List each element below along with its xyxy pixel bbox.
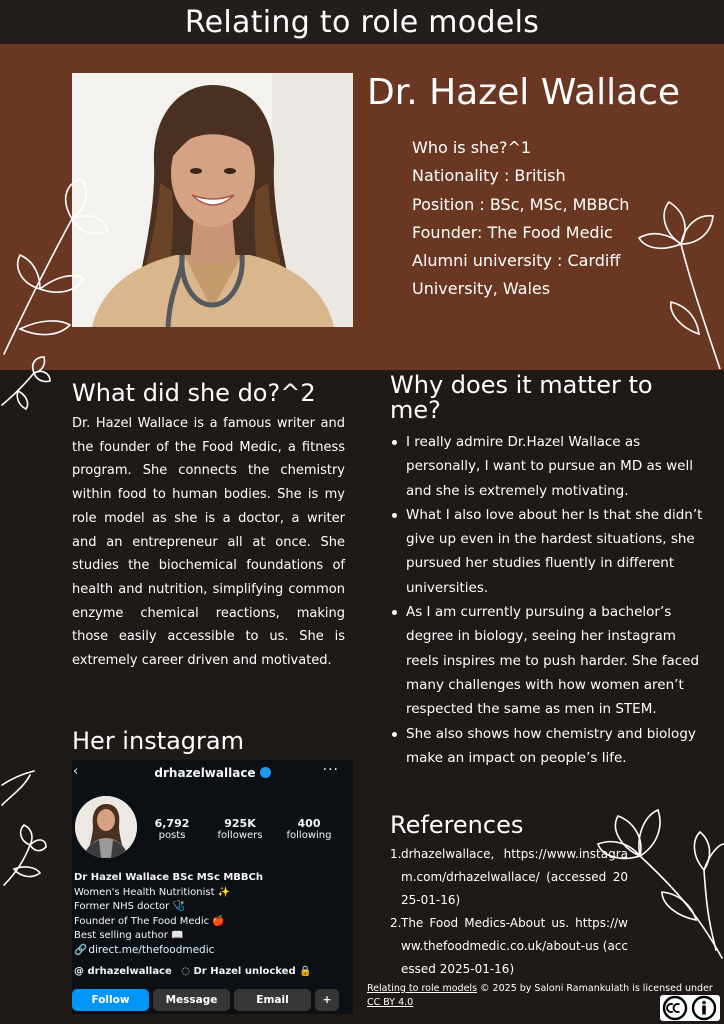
instagram-handle-row <box>72 766 353 780</box>
avatar-illustration <box>75 796 137 858</box>
why-bullet: As I am currently pursuing a bachelor’s degree in biology, seeing her instagram reels inspires me to push harder. She faced many challenges with how women aren’t respected the same as men in STEM. <box>390 600 710 721</box>
link-icon: 🔗 <box>74 944 88 956</box>
back-icon[interactable]: ‹ <box>73 764 79 779</box>
reference-text: The Food Medics-About us. https://www.thefoodmedic.co.uk/about-us (accessed 2025-01-16) <box>401 916 628 976</box>
stat-posts-label: posts <box>158 830 186 841</box>
bio-link[interactable] <box>74 943 214 956</box>
why-bullet: She also shows how chemistry and biology make an impact on people’s life. <box>390 722 710 771</box>
stat-followers-label: followers <box>217 830 263 841</box>
instagram-handle: drhazelwallace <box>154 766 256 780</box>
why-bullet: What I also love about her Is that she didn’t give up even in the hardest situations, she pursued her studies fluently in different universities. <box>390 503 710 600</box>
title-bar <box>0 0 724 44</box>
references-heading: References <box>390 811 524 839</box>
cc-by-badge-icon <box>660 995 720 1021</box>
instagram-profile-card[interactable] <box>72 760 353 1014</box>
person-name: Dr. Hazel Wallace <box>367 72 681 113</box>
add-person-icon[interactable]: + <box>315 989 339 1011</box>
more-options-icon[interactable]: ··· <box>322 762 339 778</box>
what-paragraph: Dr. Hazel Wallace is a famous writer and the founder of the Food Medic, a fitness program. She connects the chemistry within food to human bodies. She is my role model as she is a doctor, a writer and an entrepreneur all at once. She studies the biochemical foundations of health and nutrition, simplifying common enzyme chemical reactions, making those easily accessible to us. She is extremely career driven and motivated. <box>72 416 345 669</box>
bio-name: Dr Hazel Wallace BSc MSc MBBCh <box>74 872 264 883</box>
stat-following[interactable] <box>282 817 336 841</box>
license-cc-link[interactable]: CC BY 4.0 <box>367 997 414 1008</box>
channel-name[interactable]: Dr Hazel unlocked 🔒 <box>193 966 312 977</box>
instagram-heading: Her instagram <box>72 727 244 755</box>
bio-line: Best selling author 📖 <box>74 930 184 941</box>
stat-following-value: 400 <box>297 817 321 830</box>
portrait-photo <box>72 73 353 327</box>
fact-founder: Founder: The Food Medic <box>412 222 613 242</box>
facts-list <box>412 134 652 304</box>
bio-link-text: direct.me/thefoodmedic <box>88 944 215 956</box>
bio-line: Former NHS doctor 🩺 <box>74 901 185 912</box>
verified-badge-icon <box>260 767 271 778</box>
fact-position: Position : BSc, MSc, MBBCh <box>412 194 630 214</box>
license-work-link[interactable]: Relating to role models <box>367 983 478 994</box>
portrait-illustration <box>72 73 353 327</box>
stat-followers[interactable] <box>212 817 268 841</box>
avatar[interactable] <box>75 796 137 858</box>
hero-section <box>0 44 724 370</box>
stat-followers-value: 925K <box>224 817 256 830</box>
threads-handle[interactable]: drhazelwallace <box>87 966 172 977</box>
threads-row <box>74 966 312 977</box>
what-heading: What did she do?^2 <box>72 379 316 407</box>
reference-item <box>390 912 628 981</box>
reference-number: 1. <box>390 847 402 861</box>
threads-icon: @ <box>74 966 84 977</box>
why-bullet: I really admire Dr.Hazel Wallace as personally, I want to pursue an MD as well and she is extremely motivating. <box>390 430 710 503</box>
flower-decoration-lower-left-icon <box>0 765 48 895</box>
why-bullets <box>390 430 710 770</box>
references-list <box>390 843 628 981</box>
follow-button[interactable]: Follow <box>72 989 149 1011</box>
reference-item <box>390 843 628 912</box>
channel-icon: ◌ <box>181 966 190 977</box>
bio-line: Women's Health Nutritionist ✨ <box>74 886 231 898</box>
why-heading: Why does it matter to me? <box>390 371 653 424</box>
instagram-bio <box>74 871 334 944</box>
cc-icons <box>660 995 720 1021</box>
email-button[interactable]: Email <box>234 989 311 1011</box>
bio-line: Founder of The Food Medic 🍎 <box>74 915 225 927</box>
license-text: © 2025 by Saloni Ramankulath is licensed under <box>477 983 713 994</box>
fact-nationality: Nationality : British <box>412 166 566 186</box>
fact-university: Alumni university : Cardiff University, Wales <box>412 251 621 299</box>
stat-posts[interactable] <box>150 817 194 841</box>
stat-posts-value: 6,792 <box>154 817 190 830</box>
page-title: Relating to role models <box>184 4 540 40</box>
reference-text: drhazelwallace, https://www.instagram.com/drhazelwallace/ (accessed 2025-01-16) <box>401 847 628 907</box>
message-button[interactable]: Message <box>153 989 230 1011</box>
stat-following-label: following <box>286 830 332 841</box>
reference-number: 2. <box>390 916 402 930</box>
fact-who: Who is she?^1 <box>412 138 532 157</box>
